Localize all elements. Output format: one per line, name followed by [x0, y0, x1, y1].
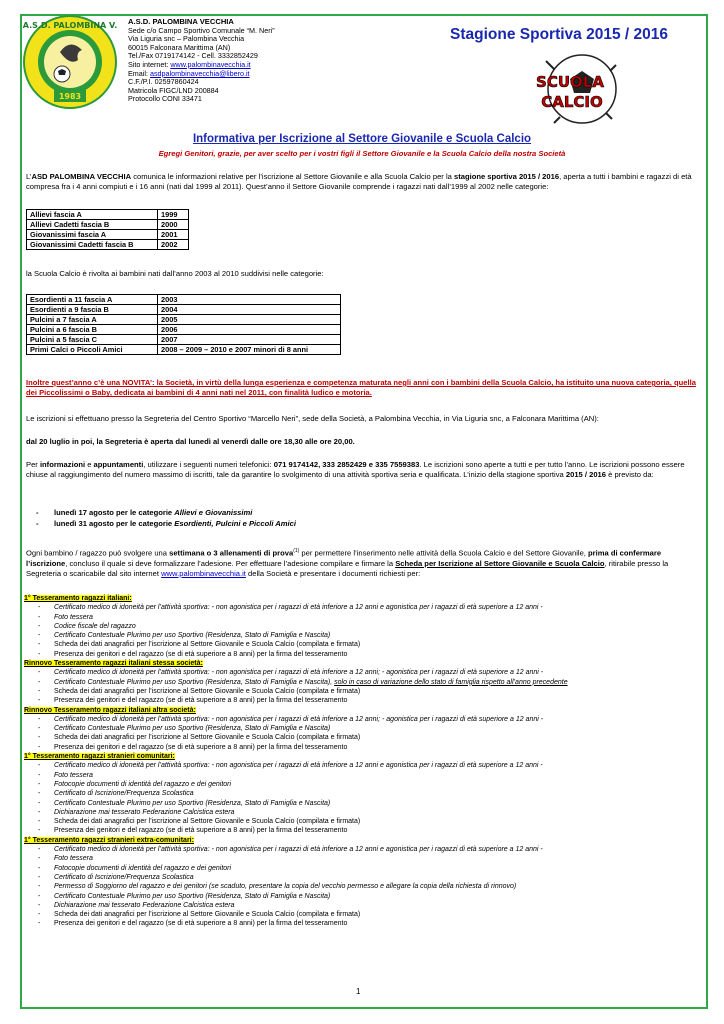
year-cell: 2008 – 2009 – 2010 e 2007 minori di 8 anni	[158, 345, 341, 355]
section-heading: 1° Tesseramento ragazzi stranieri extra-comunitari:	[24, 836, 194, 844]
document-item: - Certificato medico di idoneità per l’attività sportiva: - non agonistica per i ragazzi di età inferiore a 12 anni; - agonistica per i ragazzi di età superiore a 12 anni -	[38, 715, 544, 723]
giovanile-row	[27, 210, 189, 220]
year-cell: 2006	[158, 325, 341, 335]
giovanile-row	[27, 220, 189, 230]
document-item: - Scheda dei dati anagrafici per l’iscrizione al Settore Giovanile e Scuola Calcio (compilata e firmata)	[38, 911, 361, 919]
document-item: - Scheda dei dati anagrafici per l’iscrizione al Settore Giovanile e Scuola Calcio (compilata e firmata)	[38, 818, 361, 826]
year-cell: 2004	[158, 305, 341, 315]
org-line-4: Tel./Fax 0719174142 - Cell. 3332852429	[128, 51, 258, 61]
document-item: - Certificato medico di idoneità per l’attività sportiva: - non agonistica per i ragazzi di età inferiore a 12 anni e agonistica per i ragazzi di età superiore a 12 anni -	[38, 604, 543, 612]
site-label: Sito internet:	[128, 59, 171, 69]
prova-paragraph: Ogni bambino / ragazzo può svolgere una settimana o 3 allenamenti di prova$^{(1)}$ per permettere l’inserimento nelle attività della Scuola Calcio e del Settore Giovanile, prima di confermare l’iscrizione, concluso il quale si deve formalizzare l’adesione. Per effettuare l’adesione compilare e firmare la Scheda per Iscrizione al Settore Giovanile e Scuola Calcio, ritirabile presso la Segreteria o scaricabile dal sito internet www.palombinavecchia.it della Società e presentare i documenti richiesti per:	[26, 548, 669, 578]
document-item: - Dichiarazione mai tesserato Federazione Calcistica estera	[38, 808, 235, 816]
document-item: - Certificato di Iscrizione/Frequenza Scolastica	[38, 790, 194, 798]
category-cell: Pulcini a 7 fascia A	[27, 315, 158, 325]
document-item: - Presenza dei genitori e del ragazzo (se di età superiore a 8 anni) per la firma del tesseramento	[38, 827, 348, 835]
section-heading: 1° Tesseramento ragazzi stranieri comunitari:	[24, 753, 175, 761]
document-item: - Permesso di Soggiorno del ragazzo e dei genitori (se scaduto, presentare la copia del vecchio permesso e allegare la copia della richiesta di rinnovo)	[38, 883, 517, 891]
svg-text:CALCIO: CALCIO	[541, 93, 603, 111]
document-item: - Presenza dei genitori e del ragazzo (se di età superiore a 8 anni) per la firma del tesseramento	[38, 650, 348, 658]
giovanile-row	[27, 230, 189, 240]
svg-text:SCUOLA: SCUOLA	[536, 73, 604, 91]
document-item: - Certificato medico di idoneità per l’attività sportiva: - non agonistica per i ragazzi di età inferiore a 12 anni e agonistica per i ragazzi di età superiore a 12 anni -	[38, 846, 543, 854]
document-item: - Certificato Contestuale Plurimo per uso Sportivo (Residenza, Stato di Famiglia e Nascita)	[38, 632, 331, 640]
svg-text:A.S.D. PALOMBINA V.: A.S.D. PALOMBINA V.	[22, 21, 118, 30]
category-cell: Allievi fascia A	[27, 210, 158, 220]
year-cell: 2005	[158, 315, 341, 325]
document-item: - Presenza dei genitori e del ragazzo (se di età superiore a 8 anni) per la firma del tesseramento	[38, 697, 348, 705]
document-item: - Foto tessera	[38, 855, 93, 863]
document-item: - Scheda dei dati anagrafici per l’iscrizione al Settore Giovanile e Scuola Calcio (compilata e firmata)	[38, 641, 361, 649]
category-cell: Pulcini a 6 fascia B	[27, 325, 158, 335]
iscrizioni-paragraph: Le iscrizioni si effettuano presso la Segreteria del Centro Sportivo “Marcello Neri”, sede della Società, a Palombina Vecchia, in Via Liguria snc, a Falconara Marittima (AN):	[26, 414, 599, 423]
section-heading: Rinnovo Tesseramento ragazzi italiani stessa società:	[24, 660, 203, 668]
scuola-row	[27, 335, 341, 345]
category-cell: Primi Calci o Piccoli Amici	[27, 345, 158, 355]
scuola-row	[27, 325, 341, 335]
category-cell: Giovanissimi fascia A	[27, 230, 158, 240]
scuola-row	[27, 345, 341, 355]
subtitle: Egregi Genitori, grazie, per aver scelto per i vostri figli il Settore Giovanile e la Scuola Calcio della nostra Società	[158, 149, 566, 158]
date-item-2: - lunedì 31 agosto per le categorie Esordienti, Pulcini e Piccoli Amici	[36, 518, 296, 528]
org-line-5: C.F./P.I. 02597860424	[128, 77, 199, 87]
year-cell: 2001	[158, 230, 189, 240]
table-settore-giovanile	[26, 209, 189, 250]
document-item: - Codice fiscale del ragazzo	[38, 622, 136, 630]
document-item: - Certificato di Iscrizione/Frequenza Scolastica	[38, 873, 194, 881]
section-heading: Rinnovo Tesseramento ragazzi italiani altra società:	[24, 706, 196, 714]
org-line-3: 60015 Falconara Marittima (AN)	[128, 42, 231, 52]
info-paragraph: Per informazioni e appuntamenti, utilizzare i seguenti numeri telefonici: 071 9174142, 333 2852429 e 335 7559383. Le iscrizioni sono aperte a tutti e per tutto l’anno. Le iscrizioni possono essere chiuse al raggiungimento del numero massimo di iscritti, tale da garantire lo svolgimento di una attività sportiva seria e qualificata. L’inizio della stagione sportiva 2015 / 2016 è previsto da:	[26, 460, 685, 480]
year-cell: 2007	[158, 335, 341, 345]
scuola-row	[27, 295, 341, 305]
document-item: - Presenza dei genitori e del ragazzo (se di età superiore a 8 anni) per la firma del tesseramento	[38, 920, 348, 928]
svg-text:1983: 1983	[58, 92, 82, 101]
document-item: - Fotocopie documenti di identità del ragazzo e dei genitori	[38, 780, 232, 788]
document-item: - Certificato Contestuale Plurimo per uso Sportivo (Residenza, Stato di Famiglia e Nascita), solo in caso di variazione dello stato di famiglia rispetto all’anno precedente	[38, 678, 568, 686]
document-item: - Certificato Contestuale Plurimo per uso Sportivo (Residenza, Stato di Famiglia e Nascita)	[38, 892, 331, 900]
document-item: - Certificato Contestuale Plurimo per uso Sportivo (Residenza, Stato di Famiglia e Nascita)	[38, 725, 331, 733]
scuola-row	[27, 305, 341, 315]
category-cell: Giovanissimi Cadetti fascia B	[27, 240, 158, 250]
segreteria-hours: dal 20 luglio in poi, la Segreteria è aperta dal lunedì al venerdì dalle ore 18,30 alle ore 20,00.	[26, 437, 355, 446]
site-link[interactable]: www.palombinavecchia.it	[170, 59, 251, 69]
document-item: - Dichiarazione mai tesserato Federazione Calcistica estera	[38, 901, 235, 909]
document-item: - Certificato medico di idoneità per l’attività sportiva: - non agonistica per i ragazzi di età inferiore a 12 anni; - agonistica per i ragazzi di età superiore a 12 anni -	[38, 669, 544, 677]
giovanile-row	[27, 240, 189, 250]
documents-list	[24, 594, 704, 929]
year-cell: 2000	[158, 220, 189, 230]
table-scuola-calcio	[26, 294, 341, 355]
club-logo	[22, 14, 118, 110]
document-item: - Fotocopie documenti di identità del ragazzo e dei genitori	[38, 864, 232, 872]
document-item: - Scheda dei dati anagrafici per l’iscrizione al Settore Giovanile e Scuola Calcio (compilata e firmata)	[38, 734, 361, 742]
category-cell: Pulcini a 5 fascia C	[27, 335, 158, 345]
scuola-calcio-badge	[520, 49, 618, 125]
category-cell: Esordienti a 9 fascia B	[27, 305, 158, 315]
scuola-row	[27, 315, 341, 325]
year-cell: 2003	[158, 295, 341, 305]
main-title: Informativa per Iscrizione al Settore Giovanile e Scuola Calcio	[192, 133, 532, 145]
year-cell: 2002	[158, 240, 189, 250]
intro-paragraph: L’ASD PALOMBINA VECCHIA comunica le informazioni relative per l’iscrizione al Settore Giovanile e alla Scuola Calcio per la stagione sportiva 2015 / 2016, aperta a tutti i bambini e ragazzi di età compresa fra i 4 anni compiuti e i 16 anni (nati dal 1999 al 2011). Quest’anno il Settore Giovanile comprende i ragazzi nati dall’1999 al 2002 nelle categorie:	[26, 172, 692, 192]
season-title: Stagione Sportiva 2015 / 2016	[450, 26, 668, 43]
year-cell: 1999	[158, 210, 189, 220]
org-line-2: Via Liguria snc – Palombina Vecchia	[128, 34, 245, 44]
document-item: - Foto tessera	[38, 771, 93, 779]
page-number: 1	[356, 987, 361, 996]
org-line-1: Sede c/o Campo Sportivo Comunale “M. Neri”	[128, 25, 275, 35]
category-cell: Esordienti a 11 fascia A	[27, 295, 158, 305]
scuola-text: la Scuola Calcio è rivolta ai bambini nati dall’anno 2003 al 2010 suddivisi nelle categorie:	[26, 269, 324, 278]
section-heading: 1° Tesseramento ragazzi italiani:	[24, 595, 132, 602]
novita-paragraph: Inoltre quest’anno c’è una NOVITA’: la Società, in virtù della lunga esperienza e competenza maturata negli anni con i bambini della Scuola Calcio, ha istituito una nuova categoria, quella dei Piccolissimi o Baby, dedicata ai bambini di 4 anni nati nel 2011, con finalità ludico e motoria.	[26, 378, 696, 398]
start-dates	[36, 508, 296, 529]
document-item: - Scheda dei dati anagrafici per l’iscrizione al Settore Giovanile e Scuola Calcio (compilata e firmata)	[38, 687, 361, 695]
document-item: - Presenza dei genitori e del ragazzo (se di età superiore a 8 anni) per la firma del tesseramento	[38, 743, 348, 751]
document-item: - Certificato medico di idoneità per l’attività sportiva: - non agonistica per i ragazzi di età inferiore a 12 anni e agonistica per i ragazzi di età superiore a 12 anni -	[38, 762, 543, 770]
org-name: A.S.D. PALOMBINA VECCHIA	[128, 17, 234, 26]
site-link-2[interactable]: www.palombinavecchia.it	[161, 568, 246, 578]
document-item: - Foto tessera	[38, 613, 93, 621]
email-link[interactable]: asdpalombinavecchia@libero.it	[149, 68, 250, 78]
org-info	[128, 18, 275, 104]
org-line-6: Matricola FIGC/LND 200884	[128, 85, 219, 95]
document-item: - Certificato Contestuale Plurimo per uso Sportivo (Residenza, Stato di Famiglia e Nascita)	[38, 799, 331, 807]
org-line-7: Protocollo CONI 33471	[128, 94, 202, 104]
email-label: Email:	[128, 68, 150, 78]
date-item-1: - lunedì 17 agosto per le categorie Allievi e Giovanissimi	[36, 508, 253, 517]
category-cell: Allievi Cadetti fascia B	[27, 220, 158, 230]
